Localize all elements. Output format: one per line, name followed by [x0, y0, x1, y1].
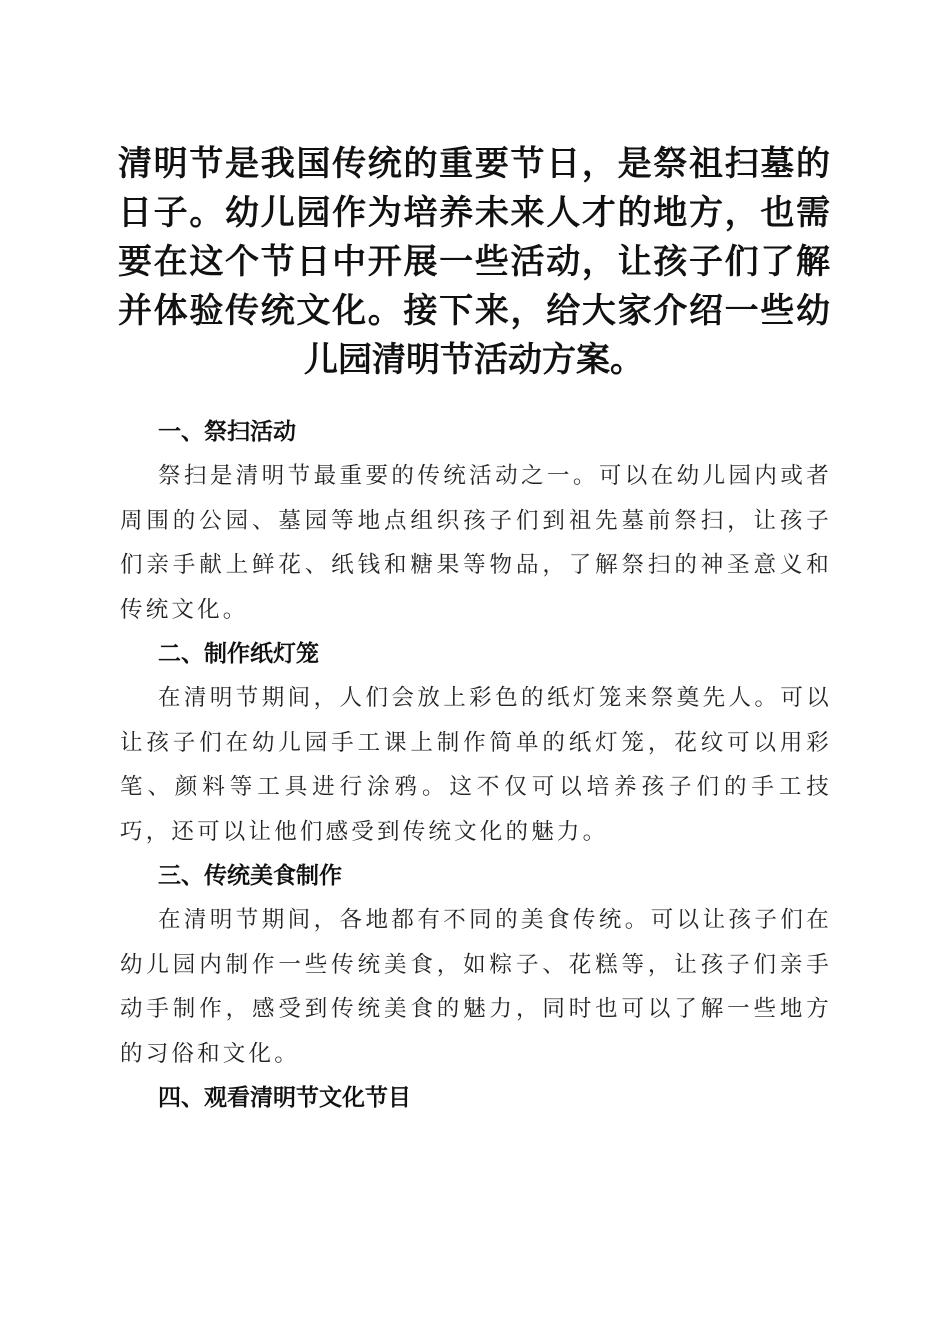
intro-paragraph: 清明节是我国传统的重要节日，是祭祖扫墓的日子。幼儿园作为培养未来人才的地方，也需要在这个节日中开展一些活动，让孩子们了解并体验传统文化。接下来，给大家介绍一些幼儿园清明节活动方案。 — [118, 144, 830, 380]
section-paragraph: 在清明节期间，各地都有不同的美食传统。可以让孩子们在幼儿园内制作一些传统美食，如粽子、花糕等，让孩子们亲手动手制作，感受到传统美食的魅力，同时也可以了解一些地方的习俗和文化。 — [120, 907, 832, 1067]
section-cultural-program — [120, 1076, 832, 1120]
section-paragraph: 祭扫是清明节最重要的传统活动之一。可以在幼儿园内或者周围的公园、墓园等地点组织孩子们到祖先墓前祭扫，让孩子们亲手献上鲜花、纸钱和糖果等物品，了解祭扫的神圣意义和传统文化。 — [120, 463, 832, 623]
section-sweeping — [120, 410, 832, 632]
document-body — [120, 410, 832, 1120]
section-paragraph: 在清明节期间，人们会放上彩色的纸灯笼来祭奠先人。可以让孩子们在幼儿园手工课上制作简单的纸灯笼，花纹可以用彩笔、颜料等工具进行涂鸦。这不仅可以培养孩子们的手工技巧，还可以让他们感受到传统文化的魅力。 — [120, 685, 832, 845]
section-traditional-food — [120, 854, 832, 1076]
section-heading: 二、制作纸灯笼 — [158, 641, 319, 667]
section-heading: 一、祭扫活动 — [158, 419, 296, 445]
section-paper-lantern — [120, 632, 832, 854]
section-heading: 四、观看清明节文化节目 — [158, 1085, 411, 1111]
section-heading: 三、传统美食制作 — [158, 863, 342, 889]
